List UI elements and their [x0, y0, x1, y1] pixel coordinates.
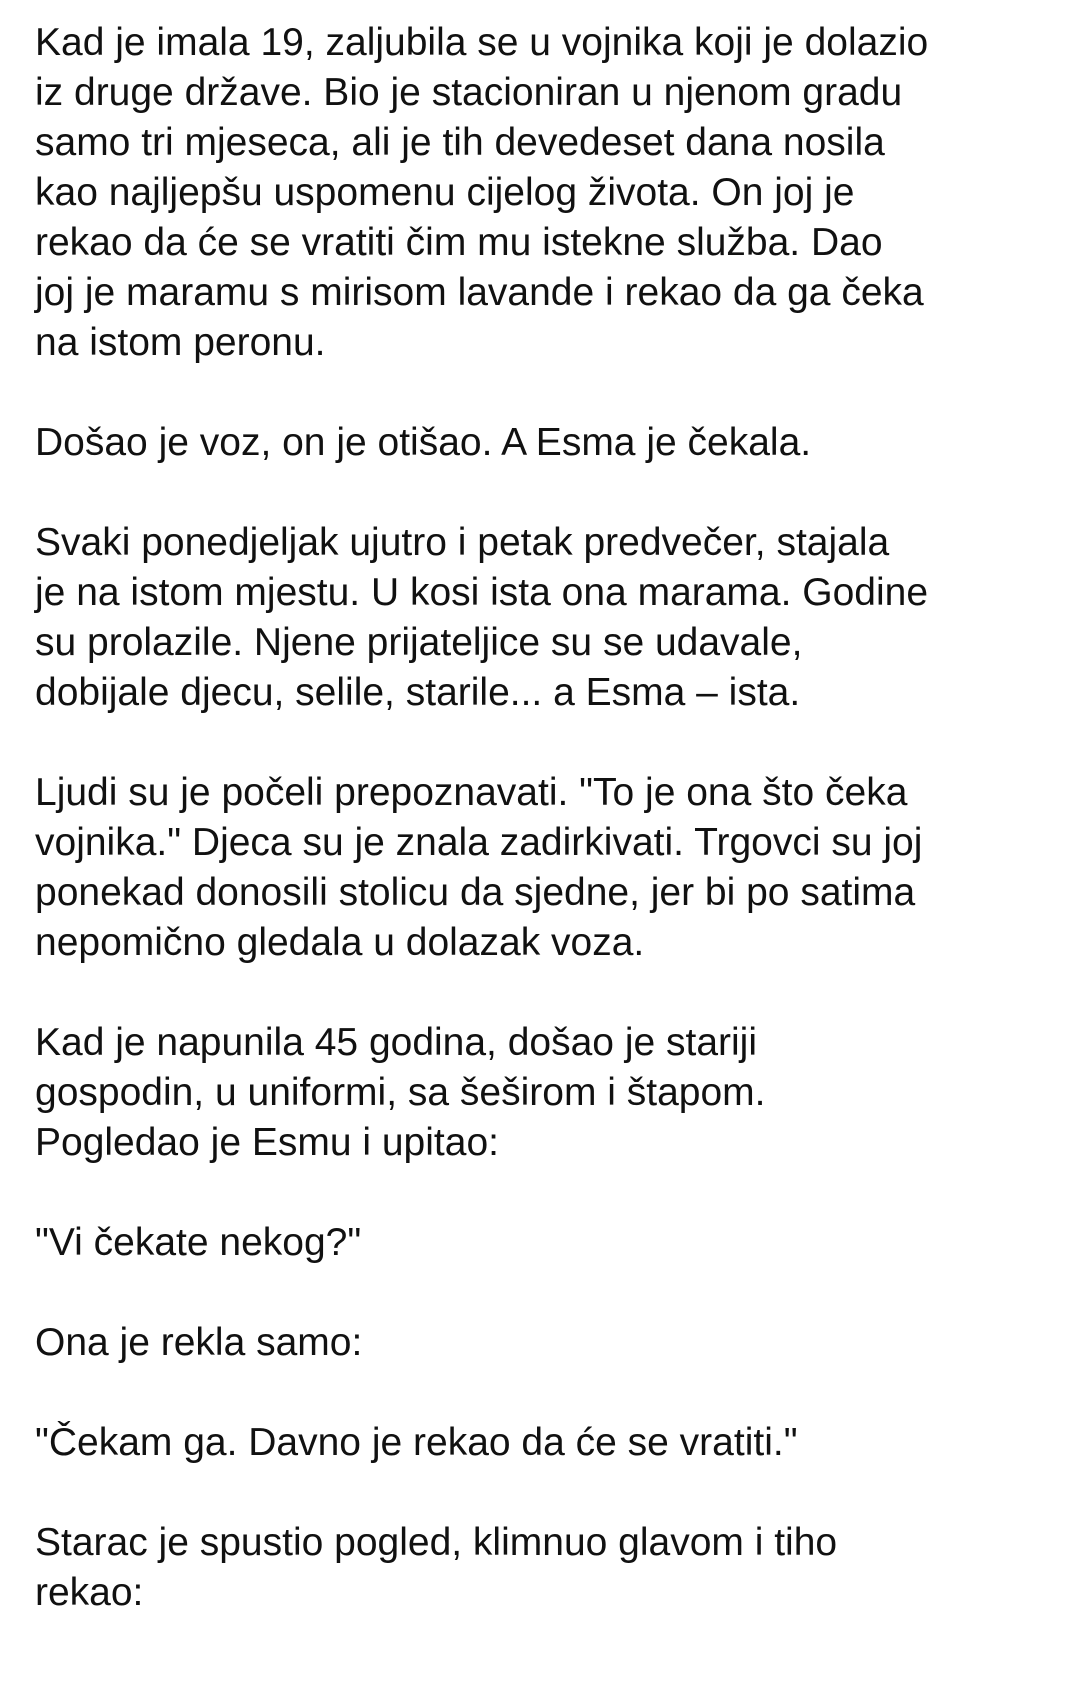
text-line: joj je maramu s mirisom lavande i rekao da ga čeka: [35, 271, 924, 314]
text-line: vojnika." Djeca su je znala zadirkivati. Trgovci su joj: [35, 821, 923, 864]
text-line: ponekad donosili stolicu da sjedne, jer bi po satima: [35, 871, 916, 914]
paragraph-7: [35, 1318, 1045, 1368]
paragraph-8: [35, 1418, 1045, 1468]
text-line: rekao da će se vratiti čim mu istekne služba. Dao: [35, 221, 883, 264]
text-line: Pogledao je Esmu i upitao:: [35, 1121, 499, 1164]
text-line: Došao je voz, on je otišao. A Esma je čekala.: [35, 421, 812, 464]
text-line: na istom peronu.: [35, 321, 326, 364]
text-line: je na istom mjestu. U kosi ista ona marama. Godine: [35, 571, 929, 614]
text-line: "Vi čekate nekog?": [35, 1221, 362, 1264]
text-line: Ona je rekla samo:: [35, 1321, 363, 1364]
text-line: Kad je napunila 45 godina, došao je stariji: [35, 1021, 758, 1064]
text-line: Starac je spustio pogled, klimnuo glavom i tiho: [35, 1521, 838, 1564]
text-line: samo tri mjeseca, ali je tih devedeset dana nosila: [35, 121, 885, 164]
text-line: rekao:: [35, 1571, 144, 1614]
paragraph-2: [35, 418, 1045, 468]
paragraph-5: [35, 1018, 1045, 1168]
paragraph-6: [35, 1218, 1045, 1268]
text-line: nepomično gledala u dolazak voza.: [35, 921, 645, 964]
paragraph-1: [35, 18, 1045, 368]
paragraph-3: [35, 518, 1045, 718]
post-text: [35, 18, 1045, 1668]
text-line: gospodin, u uniformi, sa šeširom i štapom.: [35, 1071, 766, 1114]
text-line: dobijale djecu, selile, starile... a Esma – ista.: [35, 671, 801, 714]
text-line: "Čekam ga. Davno je rekao da će se vratiti.": [35, 1421, 798, 1464]
paragraph-4: [35, 768, 1045, 968]
text-line: kao najljepšu uspomenu cijelog života. On joj je: [35, 171, 855, 214]
paragraph-9: [35, 1518, 1045, 1618]
text-line: Svaki ponedjeljak ujutro i petak predvečer, stajala: [35, 521, 890, 564]
text-line: Kad je imala 19, zaljubila se u vojnika koji je dolazio: [35, 21, 929, 64]
text-line: su prolazile. Njene prijateljice su se udavale,: [35, 621, 803, 664]
text-line: Ljudi su je počeli prepoznavati. "To je ona što čeka: [35, 771, 908, 814]
text-line: iz druge države. Bio je stacioniran u njenom gradu: [35, 71, 903, 114]
